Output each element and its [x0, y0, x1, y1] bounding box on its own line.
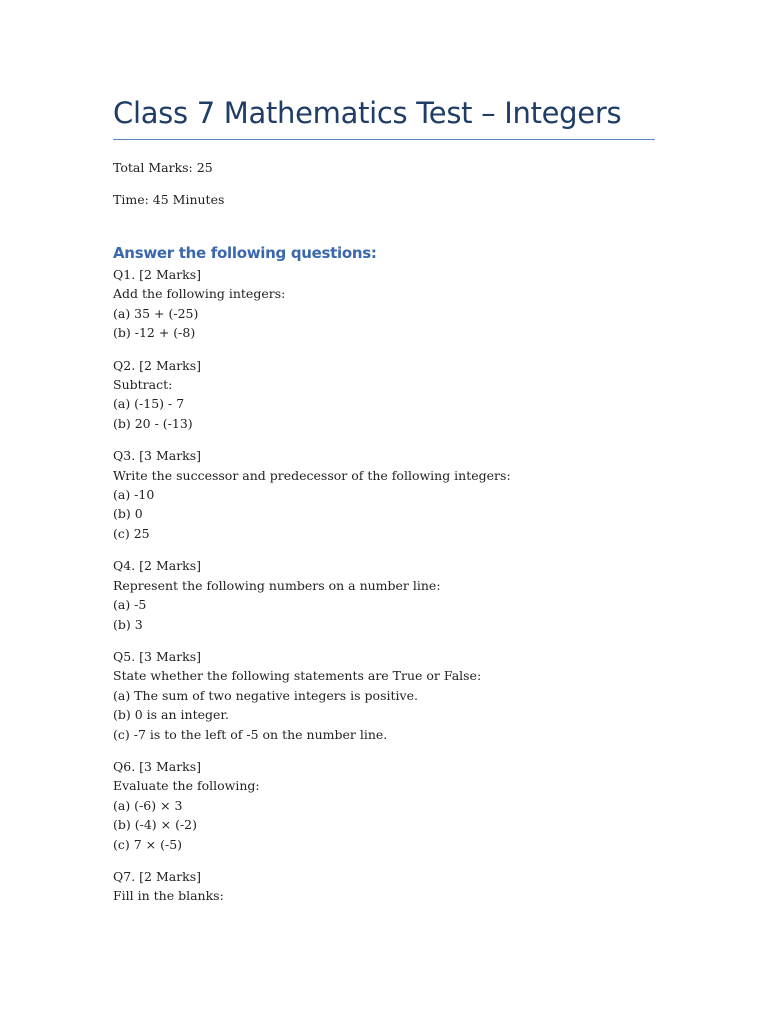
question-part: (b) (-4) × (-2) [113, 817, 198, 833]
question-part: (b) 0 [113, 506, 143, 522]
question-list [113, 265, 673, 919]
question-part: (c) 7 × (-5) [113, 836, 183, 852]
question-5 [113, 647, 673, 744]
question-header: Q4. [2 Marks] [113, 558, 202, 574]
question-part: (a) (-15) - 7 [113, 396, 185, 412]
question-2 [113, 356, 673, 434]
question-prompt: Write the successor and predecessor of the following integers: [113, 467, 511, 483]
question-header: Q3. [3 Marks] [113, 448, 202, 464]
total-marks: Total Marks: 25 [113, 160, 213, 175]
question-7 [113, 867, 673, 906]
document-title: Class 7 Mathematics Test – Integers [113, 96, 622, 130]
question-prompt: State whether the following statements are True or False: [113, 668, 482, 684]
question-part: (a) The sum of two negative integers is positive. [113, 687, 418, 703]
question-part: (c) -7 is to the left of -5 on the number line. [113, 726, 388, 742]
question-part: (a) -5 [113, 597, 147, 613]
question-header: Q5. [3 Marks] [113, 648, 202, 664]
question-6 [113, 757, 673, 854]
question-prompt: Subtract: [113, 377, 173, 393]
question-prompt: Evaluate the following: [113, 778, 260, 794]
question-part: (a) (-6) × 3 [113, 797, 183, 813]
question-header: Q6. [3 Marks] [113, 758, 202, 774]
title-divider [113, 139, 655, 140]
question-part: (b) 3 [113, 616, 143, 632]
question-1 [113, 265, 673, 343]
question-part: (b) 20 - (-13) [113, 415, 193, 431]
question-3 [113, 446, 673, 543]
section-heading: Answer the following questions: [113, 244, 377, 262]
question-prompt: Fill in the blanks: [113, 888, 224, 904]
question-part: (a) -10 [113, 487, 155, 503]
question-part: (b) -12 + (-8) [113, 325, 196, 341]
question-header: Q7. [2 Marks] [113, 868, 202, 884]
question-part: (a) 35 + (-25) [113, 305, 199, 321]
question-4 [113, 556, 673, 634]
question-part: (c) 25 [113, 525, 150, 541]
question-part: (b) 0 is an integer. [113, 707, 229, 723]
question-header: Q2. [2 Marks] [113, 357, 202, 373]
question-prompt: Represent the following numbers on a number line: [113, 577, 441, 593]
question-header: Q1. [2 Marks] [113, 267, 202, 282]
question-prompt: Add the following integers: [113, 286, 286, 302]
time-limit: Time: 45 Minutes [113, 192, 225, 207]
